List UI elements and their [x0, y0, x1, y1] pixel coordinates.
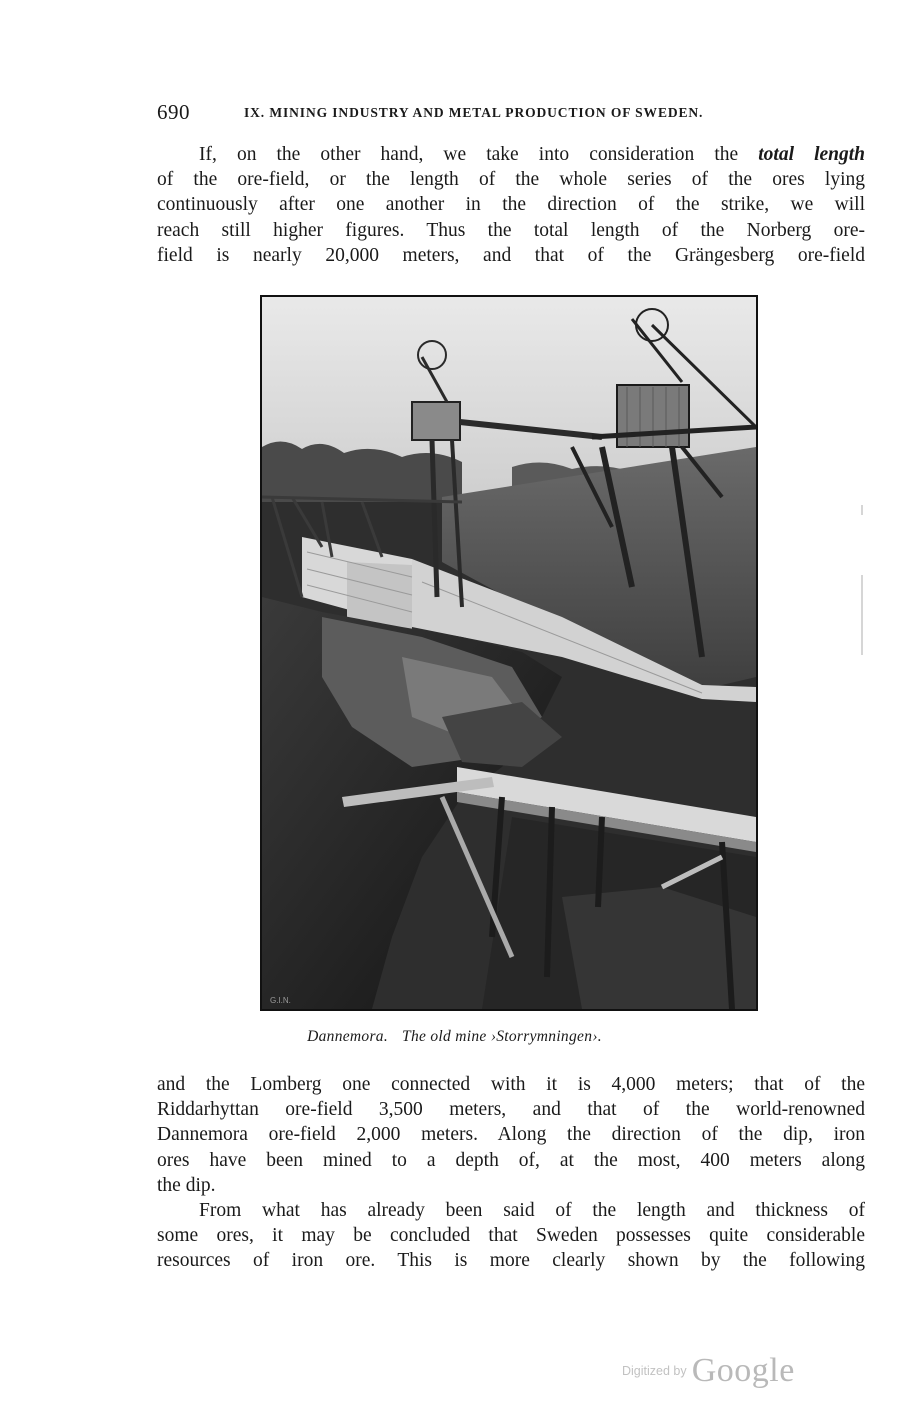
paragraph-1-line-2: of the ore-field, or the length of the whole series of the ores lying: [157, 169, 865, 191]
paragraph-3-line-2: some ores, it may be concluded that Sweden possesses quite considerable: [157, 1225, 865, 1247]
paragraph-2-line-1: and the Lomberg one connected with it is 4,000 meters; that of the: [157, 1074, 865, 1095]
paragraph-3-line-1: [157, 1198, 865, 1223]
paragraph-1-line-5: field is nearly 20,000 meters, and that of the Grängesberg ore-field: [157, 244, 865, 266]
paragraph-3-line-1-text: From what has already been said of the length and thickness of: [199, 1200, 865, 1221]
caption-place: Dannemora.: [307, 1028, 389, 1045]
margin-mark: [861, 505, 863, 515]
digitized-watermark: [622, 1352, 795, 1390]
watermark-prefix: Digitized by: [622, 1364, 687, 1378]
paragraph-1-line-1: [157, 142, 865, 167]
paragraph-1-line-4: reach still higher figures. Thus the total length of the Norberg ore-: [157, 219, 865, 241]
paragraph-1-line-3: continuously after one another in the direction of the strike, we will: [157, 194, 865, 216]
google-logo: Google: [691, 1352, 795, 1389]
paragraph-2-line-4: ores have been mined to a depth of, at the most, 400 meters along: [157, 1149, 865, 1171]
margin-mark: [861, 575, 863, 655]
paragraph-1: [157, 142, 865, 268]
page-number: 690: [157, 100, 190, 124]
mine-photo-illustration: [262, 297, 756, 1009]
running-head: [157, 100, 867, 126]
photo-corner-mark: G.I.N.: [270, 996, 291, 1005]
emphasis-total-length: total length: [758, 144, 865, 165]
mine-photograph: [260, 295, 758, 1011]
paragraph-1-line-1-text: If, on the other hand, we take into consideration the total length: [199, 144, 865, 165]
caption-text: The old mine ›Storrymningen›.: [402, 1028, 602, 1045]
figure-caption: [0, 1028, 909, 1046]
paragraph-2: [157, 1072, 865, 1198]
running-title: IX. MINING INDUSTRY AND METAL PRODUCTION OF SWEDEN.: [244, 105, 704, 120]
paragraph-2-line-2: Riddarhyttan ore-field 3,500 meters, and that of the world-renowned: [157, 1099, 865, 1121]
paragraph-2-line-3: Dannemora ore-field 2,000 meters. Along the direction of the dip, iron: [157, 1124, 865, 1146]
paragraph-3: [157, 1198, 865, 1274]
paragraph-2-line-5: the dip.: [157, 1174, 216, 1196]
paragraph-3-line-3: resources of iron ore. This is more clearly shown by the following: [157, 1250, 865, 1272]
